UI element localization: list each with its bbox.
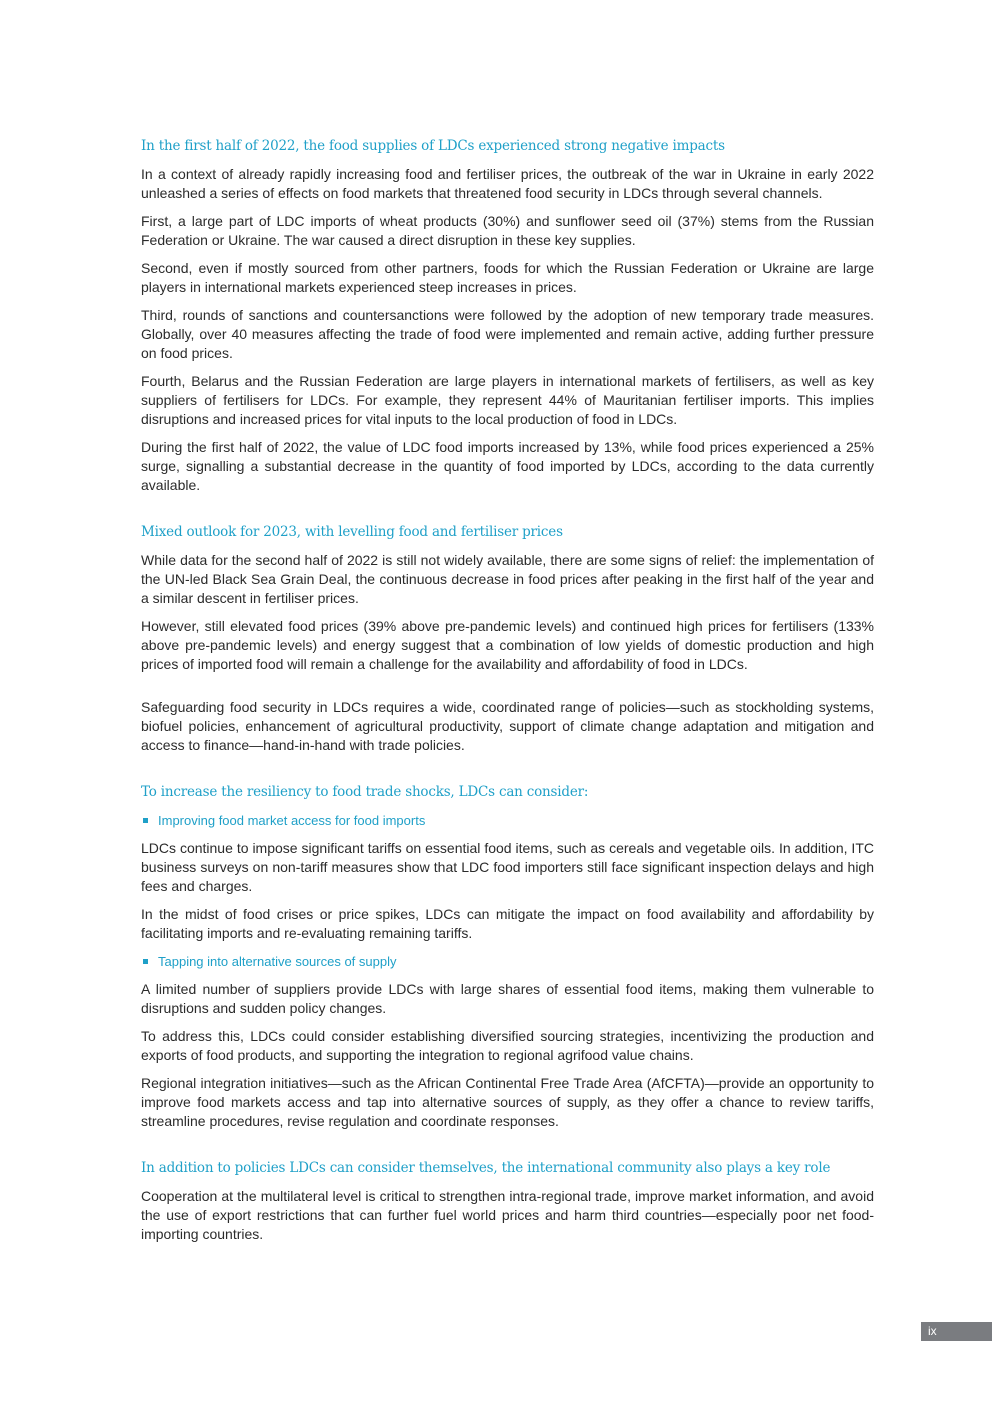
paragraph: Second, even if mostly sourced from other partners, foods for which the Russian Federation or Ukraine are large players in international markets experienced steep increases in prices. [141,260,874,295]
section-heading-food-supplies: In the first half of 2022, the food supplies of LDCs experienced strong negative impacts [141,138,725,154]
paragraph: A limited number of suppliers provide LDCs with large shares of essential food items, making them vulnerable to disruptions and sudden policy changes. [141,981,874,1016]
square-bullet-icon [143,959,148,964]
bullet-label: Tapping into alternative sources of supply [158,954,397,969]
paragraph: In a context of already rapidly increasing food and fertiliser prices, the outbreak of the war in Ukraine in early 2022 unleashed a series of effects on food markets that threatened food security in LDCs through several channels. [141,166,874,201]
paragraph: Safeguarding food security in LDCs requires a wide, coordinated range of policies—such as stockholding systems, biofuel policies, enhancement of agricultural productivity, support of climate change adaptation and mitigation and access to finance—hand-in-hand with trade policies. [141,699,874,753]
paragraph: During the first half of 2022, the value of LDC food imports increased by 13%, while food prices experienced a 25% surge, signalling a substantial decrease in the quantity of food imported by LDCs, according to the data currently available. [141,439,874,493]
bullet-item-alternative-sources [141,952,874,971]
paragraph: LDCs continue to impose significant tariffs on essential food items, such as cereals and vegetable oils. In addition, ITC business surveys on non-tariff measures show that LDC food importers still face significant inspection delays and high fees and charges. [141,840,874,894]
page-number: ix [921,1322,992,1341]
bullet-label: Improving food market access for food imports [158,813,426,828]
paragraph: First, a large part of LDC imports of wheat products (30%) and sunflower seed oil (37%) stems from the Russian Federation or Ukraine. The war caused a direct disruption in these key supplies. [141,213,874,248]
page-content [141,137,874,1253]
paragraph: While data for the second half of 2022 is still not widely available, there are some signs of relief: the implementation of the UN-led Black Sea Grain Deal, the continuous decrease in food prices after peaking in the first half of the year and a similar descent in fertiliser prices. [141,552,874,606]
section-heading-mixed-outlook: Mixed outlook for 2023, with levelling food and fertiliser prices [141,524,563,540]
bullet-item-market-access [141,811,874,830]
section-heading-resiliency: To increase the resiliency to food trade shocks, LDCs can consider: [141,784,589,800]
paragraph: In the midst of food crises or price spikes, LDCs can mitigate the impact on food availability and affordability by facilitating imports and re-evaluating remaining tariffs. [141,906,874,941]
paragraph: Regional integration initiatives—such as the African Continental Free Trade Area (AfCFTA)—provide an opportunity to improve food markets access and tap into alternative sources of supply, as they offer a chance to review tariffs, streamline procedures, revise regulation and coordinate responses. [141,1075,874,1129]
square-bullet-icon [143,818,148,823]
paragraph: However, still elevated food prices (39% above pre-pandemic levels) and continued high prices for fertilisers (133% above pre-pandemic levels) and energy suggest that a combination of low yields of domestic production and high prices of imported food will remain a challenge for the availability and affordability of food in LDCs. [141,618,874,672]
paragraph: Cooperation at the multilateral level is critical to strengthen intra-regional trade, improve market information, and avoid the use of export restrictions that can further fuel world prices and harm third countries—especially poor net food-importing countries. [141,1188,874,1242]
paragraph: To address this, LDCs could consider establishing diversified sourcing strategies, incentivizing the production and exports of food products, and supporting the integration to regional agrifood value chains. [141,1028,874,1063]
paragraph: Third, rounds of sanctions and countersanctions were followed by the adoption of new temporary trade measures. Globally, over 40 measures affecting the trade of food were implemented and remain active, adding further pressure on food prices. [141,307,874,361]
section-heading-international-community: In addition to policies LDCs can consider themselves, the international community also plays a key role [141,1160,831,1176]
paragraph: Fourth, Belarus and the Russian Federation are large players in international markets of fertilisers, as well as key suppliers of fertilisers for LDCs. For example, they represent 44% of Mauritanian fertiliser imports. This implies disruptions and increased prices for vital inputs to the local production of food in LDCs. [141,373,874,427]
